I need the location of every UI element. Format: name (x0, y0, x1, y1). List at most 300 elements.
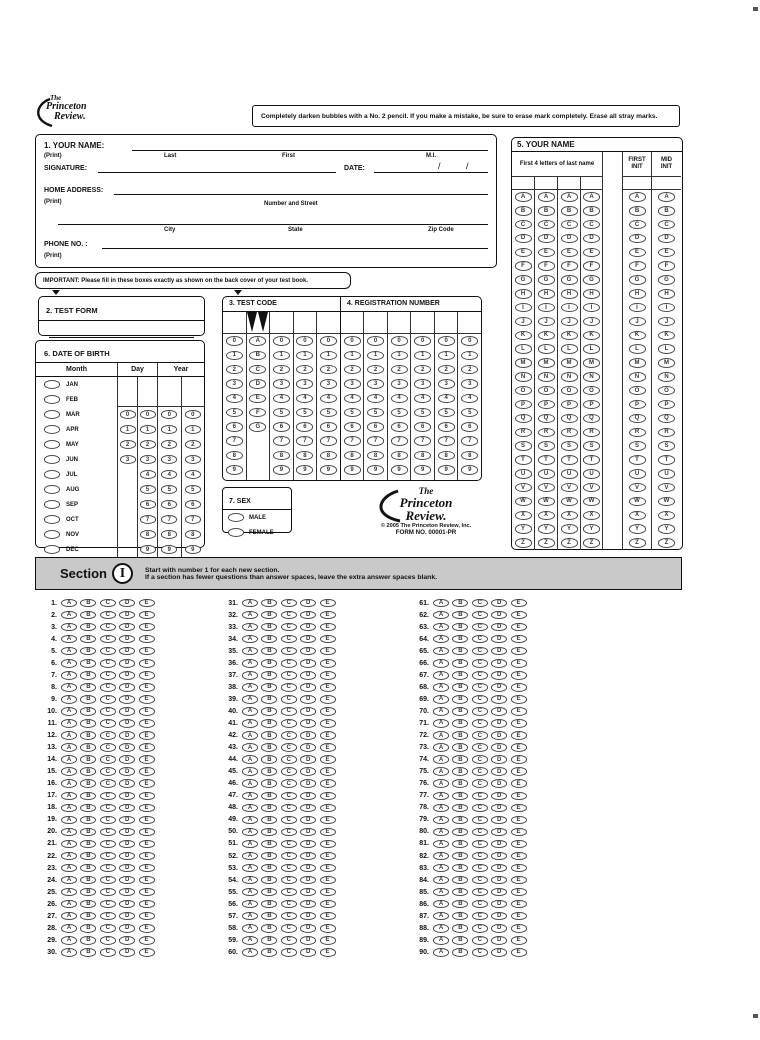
answer-bubble-q87-c[interactable]: C (472, 912, 488, 921)
bubble-1[interactable]: 1 (367, 351, 384, 361)
answer-bubble-q9-e[interactable]: E (139, 695, 155, 704)
bubble-3[interactable]: 3 (367, 379, 384, 389)
bubble-9[interactable]: 9 (461, 465, 478, 475)
answer-bubble-q51-e[interactable]: E (320, 840, 336, 849)
answer-bubble-q65-e[interactable]: E (511, 647, 527, 656)
bubble-1[interactable]: 1 (391, 351, 408, 361)
bubble-n[interactable]: N (538, 372, 555, 382)
answer-bubble-q88-e[interactable]: E (511, 924, 527, 933)
bubble-3[interactable]: 3 (414, 379, 431, 389)
answer-bubble-q62-b[interactable]: B (452, 611, 468, 620)
answer-bubble-q86-e[interactable]: E (511, 900, 527, 909)
answer-bubble-q3-d[interactable]: D (119, 623, 135, 632)
answer-bubble-q43-a[interactable]: A (242, 743, 258, 752)
bubble-6[interactable]: 6 (438, 422, 455, 432)
answer-bubble-q43-c[interactable]: C (281, 743, 297, 752)
bubble-0[interactable]: 0 (414, 336, 431, 346)
answer-bubble-q58-e[interactable]: E (320, 924, 336, 933)
answer-bubble-q27-c[interactable]: C (100, 912, 116, 921)
answer-bubble-q7-a[interactable]: A (61, 671, 77, 680)
answer-bubble-q5-e[interactable]: E (139, 647, 155, 656)
bubble-7[interactable]: 7 (367, 436, 384, 446)
answer-bubble-q67-a[interactable]: A (433, 671, 449, 680)
answer-bubble-q89-e[interactable]: E (511, 936, 527, 945)
bubble-u[interactable]: U (561, 469, 578, 479)
answer-bubble-q17-d[interactable]: D (119, 792, 135, 801)
bubble-8[interactable]: 8 (185, 530, 201, 539)
bubble-1[interactable]: 1 (414, 351, 431, 361)
name-write-box[interactable] (512, 177, 535, 190)
bubble-l[interactable]: L (658, 344, 675, 354)
answer-bubble-q82-a[interactable]: A (433, 852, 449, 861)
answer-bubble-q41-c[interactable]: C (281, 719, 297, 728)
bubble-p[interactable]: P (515, 400, 532, 410)
bubble-m[interactable]: M (583, 358, 600, 368)
month-bubble-nov[interactable] (44, 530, 60, 539)
answer-bubble-q44-a[interactable]: A (242, 755, 258, 764)
bubble-3[interactable]: 3 (185, 455, 201, 464)
bubble-a[interactable]: A (538, 192, 555, 202)
answer-bubble-q46-c[interactable]: C (281, 779, 297, 788)
bubble-1[interactable]: 1 (185, 425, 201, 434)
answer-bubble-q25-c[interactable]: C (100, 888, 116, 897)
code-write-box[interactable] (223, 312, 246, 334)
bubble-3[interactable]: 3 (391, 379, 408, 389)
bubble-p[interactable]: P (538, 400, 555, 410)
bubble-l[interactable]: L (561, 344, 578, 354)
answer-bubble-q60-a[interactable]: A (242, 948, 258, 957)
bubble-8[interactable]: 8 (367, 451, 384, 461)
answer-bubble-q84-a[interactable]: A (433, 876, 449, 885)
answer-bubble-q19-a[interactable]: A (61, 816, 77, 825)
answer-bubble-q73-b[interactable]: B (452, 743, 468, 752)
answer-bubble-q24-a[interactable]: A (61, 876, 77, 885)
bubble-z[interactable]: Z (629, 538, 646, 548)
bubble-u[interactable]: U (629, 469, 646, 479)
bubble-w[interactable]: W (583, 497, 600, 507)
bubble-z[interactable]: Z (515, 538, 532, 548)
bubble-c[interactable]: C (583, 220, 600, 230)
answer-bubble-q4-e[interactable]: E (139, 635, 155, 644)
bubble-j[interactable]: J (515, 317, 532, 327)
answer-bubble-q81-d[interactable]: D (491, 840, 507, 849)
answer-bubble-q63-c[interactable]: C (472, 623, 488, 632)
bubble-n[interactable]: N (515, 372, 532, 382)
answer-bubble-q5-c[interactable]: C (100, 647, 116, 656)
answer-bubble-q82-b[interactable]: B (452, 852, 468, 861)
answer-bubble-q22-a[interactable]: A (61, 852, 77, 861)
answer-bubble-q1-e[interactable]: E (139, 599, 155, 608)
bubble-e[interactable]: E (629, 248, 646, 258)
your-name-input-line[interactable] (132, 137, 488, 151)
bubble-g[interactable]: G (515, 275, 532, 285)
bubble-6[interactable]: 6 (461, 422, 478, 432)
answer-bubble-q80-b[interactable]: B (452, 828, 468, 837)
answer-bubble-q69-e[interactable]: E (511, 695, 527, 704)
answer-bubble-q61-e[interactable]: E (511, 599, 527, 608)
answer-bubble-q8-d[interactable]: D (119, 683, 135, 692)
bubble-5[interactable]: 5 (140, 485, 156, 494)
answer-bubble-q13-a[interactable]: A (61, 743, 77, 752)
answer-bubble-q53-b[interactable]: B (261, 864, 277, 873)
bubble-8[interactable]: 8 (414, 451, 431, 461)
answer-bubble-q51-b[interactable]: B (261, 840, 277, 849)
answer-bubble-q88-c[interactable]: C (472, 924, 488, 933)
bubble-1[interactable]: 1 (320, 351, 337, 361)
answer-bubble-q69-b[interactable]: B (452, 695, 468, 704)
bubble-m[interactable]: M (538, 358, 555, 368)
answer-bubble-q54-b[interactable]: B (261, 876, 277, 885)
answer-bubble-q63-b[interactable]: B (452, 623, 468, 632)
answer-bubble-q27-d[interactable]: D (119, 912, 135, 921)
bubble-3[interactable]: 3 (140, 455, 156, 464)
answer-bubble-q6-a[interactable]: A (61, 659, 77, 668)
answer-bubble-q60-d[interactable]: D (300, 948, 316, 957)
bubble-j[interactable]: J (538, 317, 555, 327)
bubble-8[interactable]: 8 (140, 530, 156, 539)
bubble-t[interactable]: T (515, 455, 532, 465)
answer-bubble-q85-a[interactable]: A (433, 888, 449, 897)
answer-bubble-q62-c[interactable]: C (472, 611, 488, 620)
bubble-i[interactable]: I (658, 303, 675, 313)
answer-bubble-q27-e[interactable]: E (139, 912, 155, 921)
answer-bubble-q80-c[interactable]: C (472, 828, 488, 837)
answer-bubble-q27-b[interactable]: B (80, 912, 96, 921)
bubble-1[interactable]: 1 (120, 425, 136, 434)
answer-bubble-q21-c[interactable]: C (100, 840, 116, 849)
answer-bubble-q39-d[interactable]: D (300, 695, 316, 704)
answer-bubble-q18-e[interactable]: E (139, 804, 155, 813)
answer-bubble-q21-d[interactable]: D (119, 840, 135, 849)
dob-write-box[interactable] (118, 377, 137, 407)
bubble-i[interactable]: I (583, 303, 600, 313)
bubble-t[interactable]: T (561, 455, 578, 465)
answer-bubble-q21-e[interactable]: E (139, 840, 155, 849)
answer-bubble-q34-b[interactable]: B (261, 635, 277, 644)
bubble-u[interactable]: U (515, 469, 532, 479)
answer-bubble-q35-c[interactable]: C (281, 647, 297, 656)
bubble-i[interactable]: I (515, 303, 532, 313)
answer-bubble-q48-d[interactable]: D (300, 804, 316, 813)
answer-bubble-q52-e[interactable]: E (320, 852, 336, 861)
answer-bubble-q40-e[interactable]: E (320, 707, 336, 716)
bubble-l[interactable]: L (629, 344, 646, 354)
bubble-6[interactable]: 6 (320, 422, 337, 432)
answer-bubble-q51-a[interactable]: A (242, 840, 258, 849)
answer-bubble-q29-d[interactable]: D (119, 936, 135, 945)
bubble-6[interactable]: 6 (185, 500, 201, 509)
answer-bubble-q50-c[interactable]: C (281, 828, 297, 837)
code-write-box[interactable] (458, 312, 481, 334)
bubble-v[interactable]: V (629, 483, 646, 493)
bubble-p[interactable]: P (658, 400, 675, 410)
bubble-4[interactable]: 4 (296, 394, 313, 404)
answer-bubble-q26-b[interactable]: B (80, 900, 96, 909)
answer-bubble-q31-c[interactable]: C (281, 599, 297, 608)
bubble-9[interactable]: 9 (391, 465, 408, 475)
bubble-3[interactable]: 3 (344, 379, 361, 389)
answer-bubble-q40-a[interactable]: A (242, 707, 258, 716)
answer-bubble-q26-d[interactable]: D (119, 900, 135, 909)
month-bubble-apr[interactable] (44, 425, 60, 434)
bubble-1[interactable]: 1 (438, 351, 455, 361)
answer-bubble-q90-e[interactable]: E (511, 948, 527, 957)
answer-bubble-q80-d[interactable]: D (491, 828, 507, 837)
answer-bubble-q7-e[interactable]: E (139, 671, 155, 680)
bubble-1[interactable]: 1 (226, 351, 243, 361)
answer-bubble-q60-b[interactable]: B (261, 948, 277, 957)
answer-bubble-q57-b[interactable]: B (261, 912, 277, 921)
answer-bubble-q78-b[interactable]: B (452, 804, 468, 813)
answer-bubble-q73-d[interactable]: D (491, 743, 507, 752)
bubble-o[interactable]: O (658, 386, 675, 396)
answer-bubble-q29-b[interactable]: B (80, 936, 96, 945)
bubble-0[interactable]: 0 (391, 336, 408, 346)
answer-bubble-q66-d[interactable]: D (491, 659, 507, 668)
answer-bubble-q34-c[interactable]: C (281, 635, 297, 644)
answer-bubble-q49-a[interactable]: A (242, 816, 258, 825)
answer-bubble-q4-c[interactable]: C (100, 635, 116, 644)
bubble-m[interactable]: M (561, 358, 578, 368)
answer-bubble-q37-b[interactable]: B (261, 671, 277, 680)
answer-bubble-q79-a[interactable]: A (433, 816, 449, 825)
bubble-q[interactable]: Q (583, 414, 600, 424)
answer-bubble-q87-a[interactable]: A (433, 912, 449, 921)
answer-bubble-q12-c[interactable]: C (100, 731, 116, 740)
answer-bubble-q84-c[interactable]: C (472, 876, 488, 885)
answer-bubble-q44-c[interactable]: C (281, 755, 297, 764)
bubble-2[interactable]: 2 (414, 365, 431, 375)
answer-bubble-q79-c[interactable]: C (472, 816, 488, 825)
answer-bubble-q9-c[interactable]: C (100, 695, 116, 704)
bubble-r[interactable]: R (658, 428, 675, 438)
name-write-box[interactable] (623, 177, 652, 190)
bubble-g[interactable]: G (629, 275, 646, 285)
name-write-box[interactable] (652, 177, 681, 190)
answer-bubble-q84-d[interactable]: D (491, 876, 507, 885)
answer-bubble-q73-c[interactable]: C (472, 743, 488, 752)
answer-bubble-q41-a[interactable]: A (242, 719, 258, 728)
bubble-s[interactable]: S (583, 441, 600, 451)
sex-bubble-female[interactable] (228, 528, 244, 537)
bubble-0[interactable]: 0 (161, 410, 177, 419)
answer-bubble-q52-b[interactable]: B (261, 852, 277, 861)
name-write-box[interactable] (581, 177, 603, 190)
bubble-k[interactable]: K (561, 331, 578, 341)
code-write-box[interactable] (270, 312, 293, 334)
phone-input-line[interactable] (102, 235, 488, 249)
answer-bubble-q80-e[interactable]: E (511, 828, 527, 837)
answer-bubble-q14-b[interactable]: B (80, 755, 96, 764)
answer-bubble-q39-c[interactable]: C (281, 695, 297, 704)
bubble-o[interactable]: O (515, 386, 532, 396)
answer-bubble-q74-e[interactable]: E (511, 755, 527, 764)
answer-bubble-q54-e[interactable]: E (320, 876, 336, 885)
answer-bubble-q23-b[interactable]: B (80, 864, 96, 873)
bubble-a[interactable]: A (629, 192, 646, 202)
answer-bubble-q30-d[interactable]: D (119, 948, 135, 957)
bubble-k[interactable]: K (538, 331, 555, 341)
answer-bubble-q39-a[interactable]: A (242, 695, 258, 704)
answer-bubble-q83-d[interactable]: D (491, 864, 507, 873)
bubble-2[interactable]: 2 (367, 365, 384, 375)
answer-bubble-q71-c[interactable]: C (472, 719, 488, 728)
answer-bubble-q74-a[interactable]: A (433, 755, 449, 764)
answer-bubble-q76-b[interactable]: B (452, 779, 468, 788)
answer-bubble-q25-d[interactable]: D (119, 888, 135, 897)
answer-bubble-q77-a[interactable]: A (433, 792, 449, 801)
answer-bubble-q79-d[interactable]: D (491, 816, 507, 825)
answer-bubble-q77-e[interactable]: E (511, 792, 527, 801)
answer-bubble-q48-e[interactable]: E (320, 804, 336, 813)
answer-bubble-q35-a[interactable]: A (242, 647, 258, 656)
answer-bubble-q86-d[interactable]: D (491, 900, 507, 909)
answer-bubble-q32-a[interactable]: A (242, 611, 258, 620)
bubble-6[interactable]: 6 (414, 422, 431, 432)
answer-bubble-q86-c[interactable]: C (472, 900, 488, 909)
answer-bubble-q33-d[interactable]: D (300, 623, 316, 632)
answer-bubble-q55-d[interactable]: D (300, 888, 316, 897)
answer-bubble-q65-c[interactable]: C (472, 647, 488, 656)
answer-bubble-q49-c[interactable]: C (281, 816, 297, 825)
answer-bubble-q13-d[interactable]: D (119, 743, 135, 752)
answer-bubble-q12-b[interactable]: B (80, 731, 96, 740)
answer-bubble-q47-d[interactable]: D (300, 792, 316, 801)
answer-bubble-q70-e[interactable]: E (511, 707, 527, 716)
answer-bubble-q66-e[interactable]: E (511, 659, 527, 668)
answer-bubble-q57-c[interactable]: C (281, 912, 297, 921)
answer-bubble-q30-e[interactable]: E (139, 948, 155, 957)
bubble-b[interactable]: B (249, 351, 266, 361)
answer-bubble-q75-e[interactable]: E (511, 767, 527, 776)
answer-bubble-q33-c[interactable]: C (281, 623, 297, 632)
answer-bubble-q61-a[interactable]: A (433, 599, 449, 608)
answer-bubble-q66-b[interactable]: B (452, 659, 468, 668)
answer-bubble-q5-a[interactable]: A (61, 647, 77, 656)
answer-bubble-q54-c[interactable]: C (281, 876, 297, 885)
answer-bubble-q88-a[interactable]: A (433, 924, 449, 933)
answer-bubble-q85-c[interactable]: C (472, 888, 488, 897)
answer-bubble-q30-c[interactable]: C (100, 948, 116, 957)
answer-bubble-q2-d[interactable]: D (119, 611, 135, 620)
answer-bubble-q49-b[interactable]: B (261, 816, 277, 825)
answer-bubble-q55-c[interactable]: C (281, 888, 297, 897)
answer-bubble-q16-a[interactable]: A (61, 779, 77, 788)
answer-bubble-q3-a[interactable]: A (61, 623, 77, 632)
answer-bubble-q73-a[interactable]: A (433, 743, 449, 752)
answer-bubble-q49-d[interactable]: D (300, 816, 316, 825)
bubble-k[interactable]: K (583, 331, 600, 341)
bubble-l[interactable]: L (515, 344, 532, 354)
answer-bubble-q82-c[interactable]: C (472, 852, 488, 861)
answer-bubble-q53-e[interactable]: E (320, 864, 336, 873)
bubble-i[interactable]: I (561, 303, 578, 313)
bubble-9[interactable]: 9 (414, 465, 431, 475)
answer-bubble-q68-e[interactable]: E (511, 683, 527, 692)
bubble-g[interactable]: G (538, 275, 555, 285)
bubble-4[interactable]: 4 (414, 394, 431, 404)
answer-bubble-q3-b[interactable]: B (80, 623, 96, 632)
answer-bubble-q50-b[interactable]: B (261, 828, 277, 837)
bubble-k[interactable]: K (515, 331, 532, 341)
answer-bubble-q24-d[interactable]: D (119, 876, 135, 885)
bubble-0[interactable]: 0 (140, 410, 156, 419)
bubble-9[interactable]: 9 (226, 465, 243, 475)
answer-bubble-q24-b[interactable]: B (80, 876, 96, 885)
answer-bubble-q47-a[interactable]: A (242, 792, 258, 801)
bubble-7[interactable]: 7 (185, 515, 201, 524)
bubble-7[interactable]: 7 (391, 436, 408, 446)
bubble-f[interactable]: F (658, 261, 675, 271)
answer-bubble-q28-e[interactable]: E (139, 924, 155, 933)
bubble-7[interactable]: 7 (273, 436, 290, 446)
answer-bubble-q82-e[interactable]: E (511, 852, 527, 861)
answer-bubble-q74-d[interactable]: D (491, 755, 507, 764)
code-write-box[interactable] (294, 312, 317, 334)
answer-bubble-q15-b[interactable]: B (80, 767, 96, 776)
answer-bubble-q60-c[interactable]: C (281, 948, 297, 957)
bubble-t[interactable]: T (583, 455, 600, 465)
answer-bubble-q38-d[interactable]: D (300, 683, 316, 692)
answer-bubble-q81-c[interactable]: C (472, 840, 488, 849)
answer-bubble-q90-c[interactable]: C (472, 948, 488, 957)
answer-bubble-q72-d[interactable]: D (491, 731, 507, 740)
bubble-d[interactable]: D (561, 234, 578, 244)
answer-bubble-q68-a[interactable]: A (433, 683, 449, 692)
answer-bubble-q45-d[interactable]: D (300, 767, 316, 776)
bubble-8[interactable]: 8 (296, 451, 313, 461)
answer-bubble-q70-a[interactable]: A (433, 707, 449, 716)
bubble-s[interactable]: S (629, 441, 646, 451)
answer-bubble-q1-c[interactable]: C (100, 599, 116, 608)
answer-bubble-q57-d[interactable]: D (300, 912, 316, 921)
bubble-w[interactable]: W (629, 497, 646, 507)
answer-bubble-q17-b[interactable]: B (80, 792, 96, 801)
answer-bubble-q15-c[interactable]: C (100, 767, 116, 776)
month-bubble-aug[interactable] (44, 485, 60, 494)
bubble-c[interactable]: C (561, 220, 578, 230)
answer-bubble-q11-b[interactable]: B (80, 719, 96, 728)
answer-bubble-q83-a[interactable]: A (433, 864, 449, 873)
bubble-h[interactable]: H (515, 289, 532, 299)
bubble-c[interactable]: C (629, 220, 646, 230)
answer-bubble-q4-d[interactable]: D (119, 635, 135, 644)
answer-bubble-q35-b[interactable]: B (261, 647, 277, 656)
answer-bubble-q31-b[interactable]: B (261, 599, 277, 608)
bubble-m[interactable]: M (658, 358, 675, 368)
bubble-3[interactable]: 3 (461, 379, 478, 389)
answer-bubble-q43-d[interactable]: D (300, 743, 316, 752)
answer-bubble-q65-a[interactable]: A (433, 647, 449, 656)
answer-bubble-q88-b[interactable]: B (452, 924, 468, 933)
answer-bubble-q41-e[interactable]: E (320, 719, 336, 728)
answer-bubble-q15-d[interactable]: D (119, 767, 135, 776)
bubble-a[interactable]: A (658, 192, 675, 202)
answer-bubble-q84-b[interactable]: B (452, 876, 468, 885)
answer-bubble-q4-b[interactable]: B (80, 635, 96, 644)
answer-bubble-q24-e[interactable]: E (139, 876, 155, 885)
bubble-4[interactable]: 4 (438, 394, 455, 404)
bubble-2[interactable]: 2 (391, 365, 408, 375)
answer-bubble-q1-b[interactable]: B (80, 599, 96, 608)
code-write-box[interactable] (411, 312, 434, 334)
bubble-b[interactable]: B (629, 206, 646, 216)
answer-bubble-q85-d[interactable]: D (491, 888, 507, 897)
answer-bubble-q85-e[interactable]: E (511, 888, 527, 897)
bubble-y[interactable]: Y (658, 524, 675, 534)
code-write-box[interactable] (317, 312, 340, 334)
dob-write-box[interactable] (138, 377, 157, 407)
